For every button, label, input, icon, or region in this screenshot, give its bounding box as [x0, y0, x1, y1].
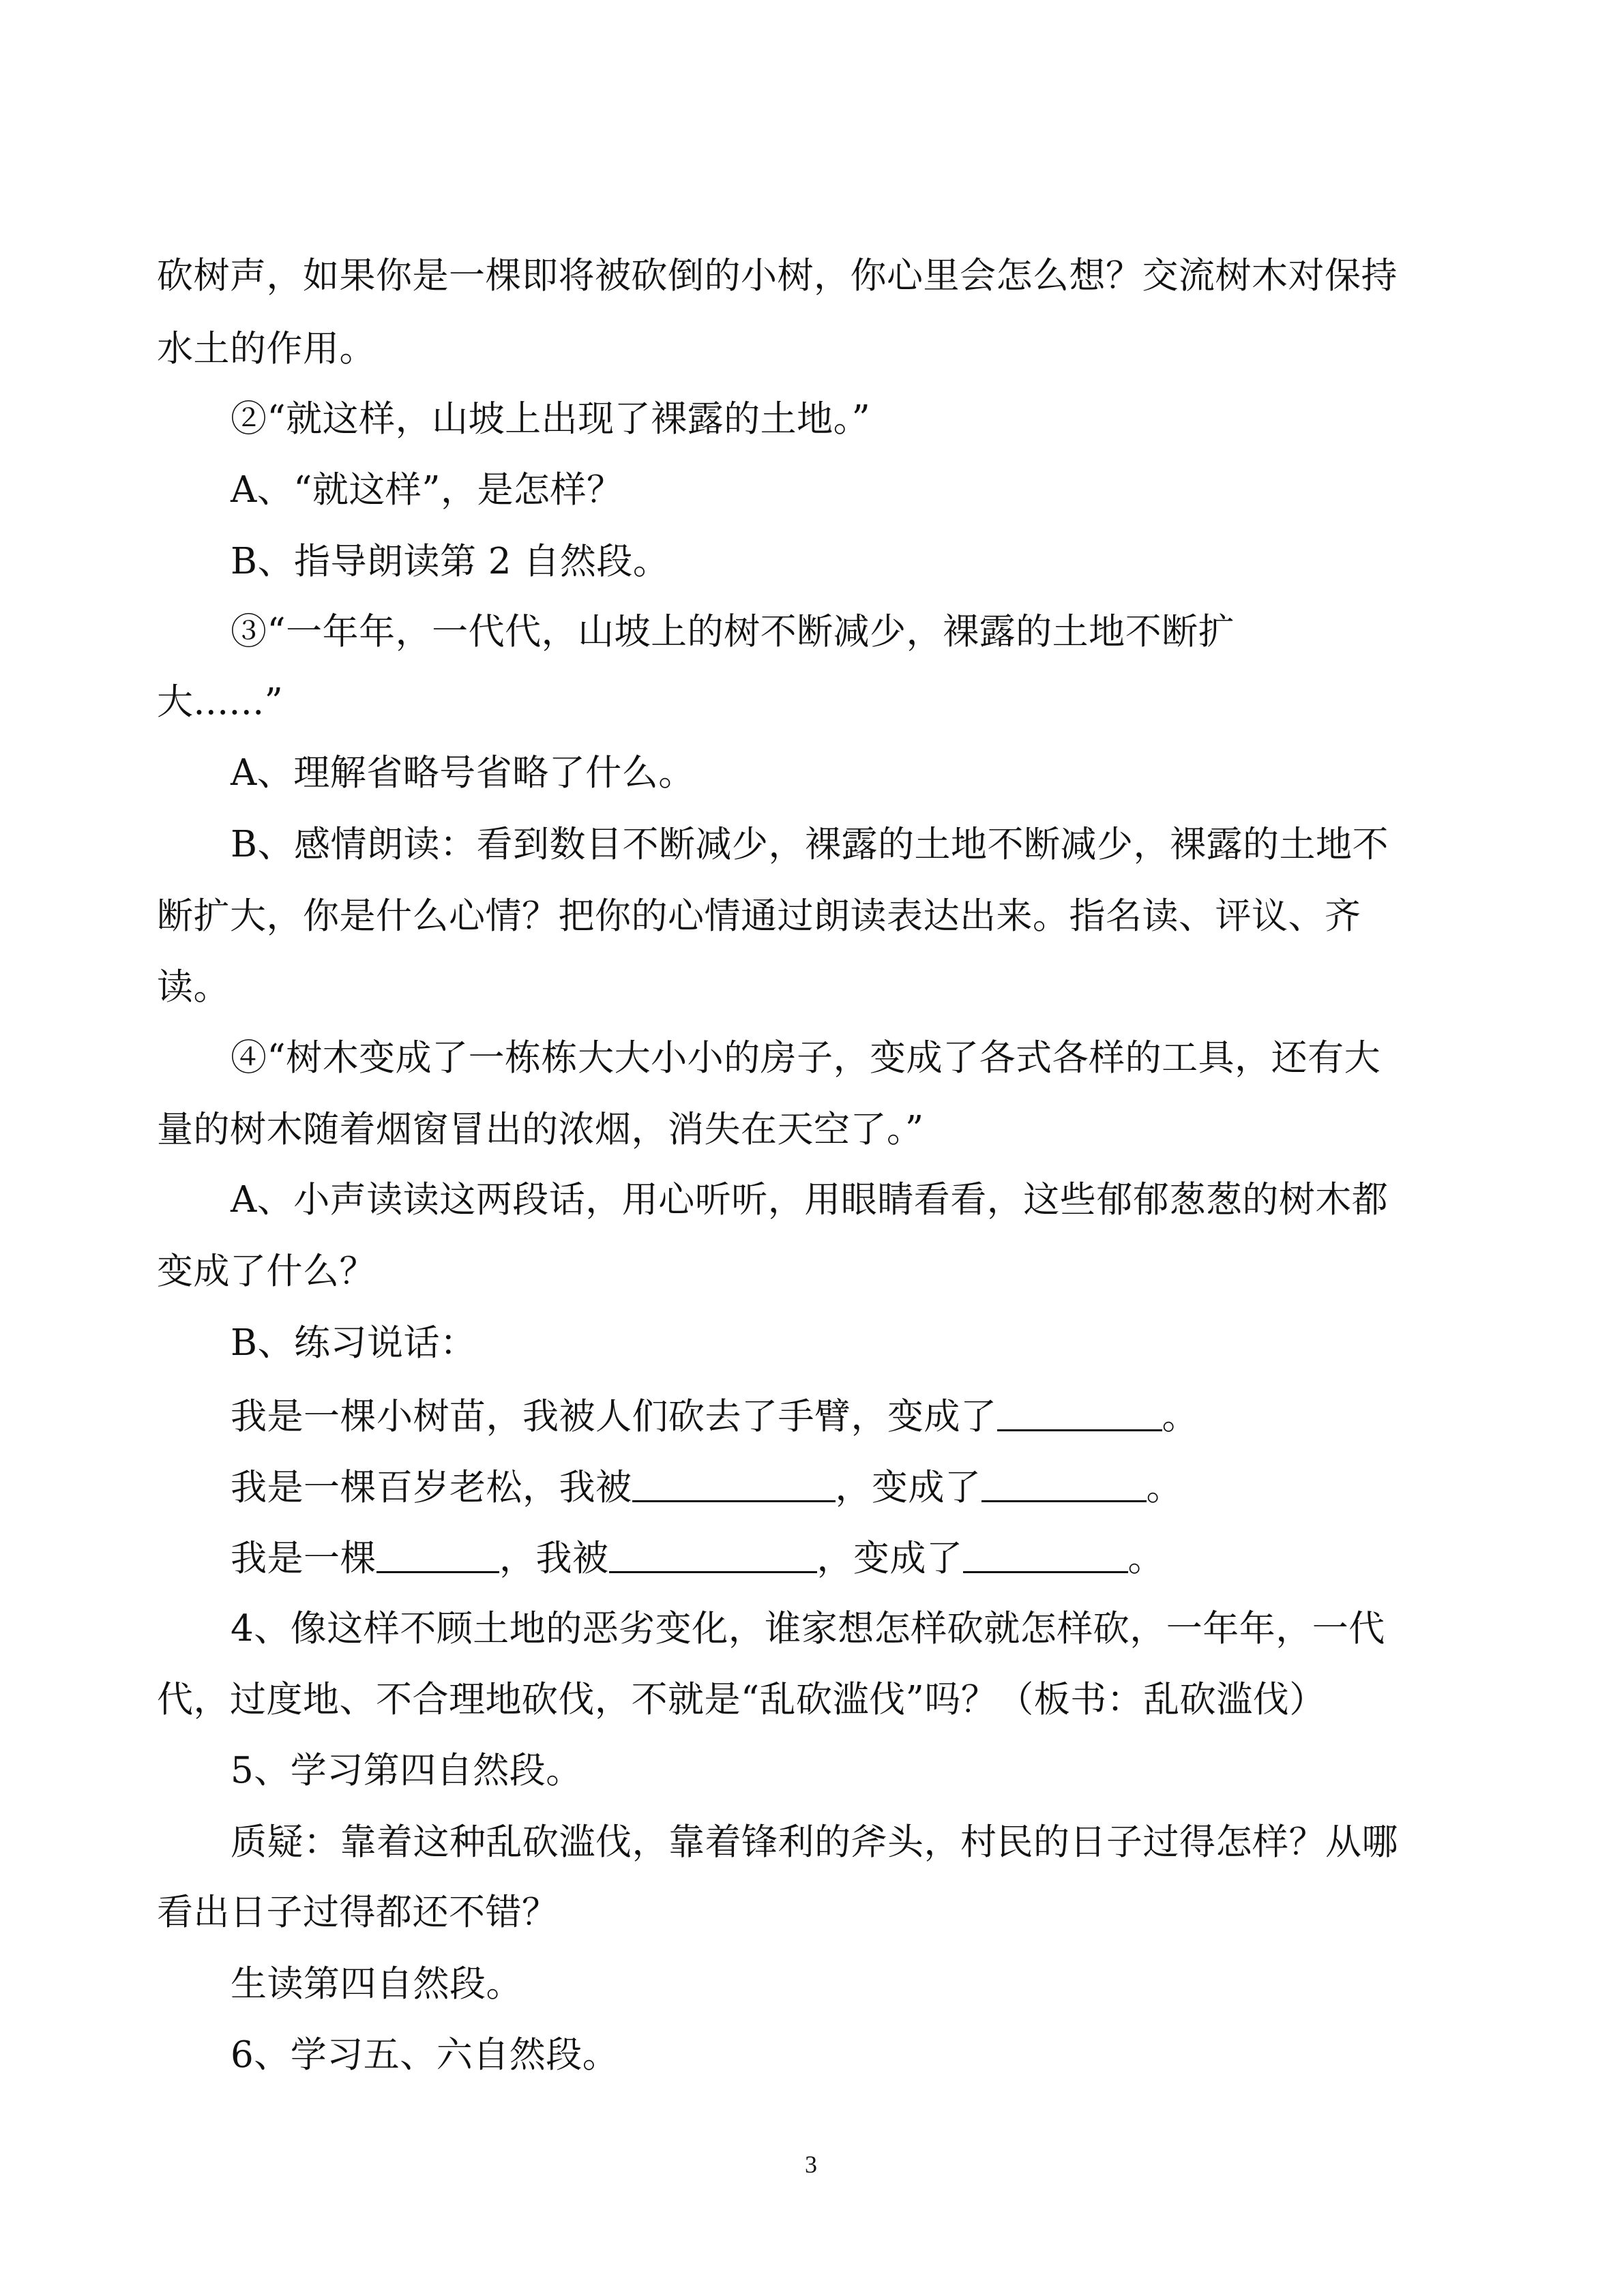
- fill-in-sentence: [231, 1538, 1164, 1577]
- sentence-text: ，变成了: [835, 1467, 981, 1508]
- answer-blank[interactable]: [997, 1397, 1162, 1431]
- text-line: 断扩大，你是什么心情？把你的心情通过朗读表达出来。指名读、评议、齐: [157, 895, 1361, 937]
- fill-in-sentence: [231, 1397, 1198, 1435]
- sentence-text: 。: [1162, 1396, 1198, 1437]
- fill-in-sentence: [231, 1467, 1183, 1506]
- text-line: 代，过度地、不合理地砍伐，不就是“乱砍滥伐”吗？（板书：乱砍滥伐）: [157, 1679, 1326, 1720]
- answer-blank[interactable]: [609, 1538, 817, 1573]
- text-line: 量的树木随着烟窗冒出的浓烟，消失在天空了。”: [157, 1109, 924, 1150]
- text-line: 看出日子过得都还不错？: [157, 1892, 559, 1933]
- text-line: B、指导朗读第 2 自然段。: [231, 541, 670, 582]
- text-line: 读。: [157, 966, 230, 1008]
- page-number: 3: [805, 2151, 817, 2178]
- text-line: 5、学习第四自然段。: [231, 1750, 582, 1791]
- sentence-text: 我是一棵: [231, 1538, 377, 1579]
- text-line: ②“就这样，山坡上出现了裸露的土地。”: [231, 398, 871, 440]
- sentence-text: ，我被: [499, 1538, 609, 1579]
- answer-blank[interactable]: [632, 1467, 836, 1502]
- text-line: 生读第四自然段。: [231, 1963, 522, 2005]
- text-line: 6、学习五、六自然段。: [231, 2034, 619, 2076]
- text-line: 大......”: [157, 681, 284, 723]
- text-line: A、“就这样”，是怎样？: [231, 469, 623, 511]
- text-line: 变成了什么？: [157, 1251, 376, 1292]
- sentence-text: 。: [1127, 1538, 1164, 1579]
- answer-blank[interactable]: [963, 1538, 1128, 1573]
- text-line: 水土的作用。: [157, 328, 376, 370]
- text-line: B、练习说话：: [231, 1322, 477, 1364]
- answer-blank[interactable]: [377, 1538, 499, 1573]
- sentence-text: ，变成了: [816, 1538, 963, 1579]
- sentence-text: 。: [1146, 1467, 1183, 1508]
- text-line: B、感情朗读：看到数目不断减少，裸露的土地不断减少，裸露的土地不: [231, 824, 1389, 865]
- text-line: 质疑：靠着这种乱砍滥伐，靠着锋利的斧头，村民的日子过得怎样？从哪: [231, 1821, 1398, 1863]
- text-line: A、小声读读这两段话，用心听听，用眼睛看看，这些郁郁葱葱的树木都: [231, 1179, 1389, 1221]
- text-line: 4、像这样不顾土地的恶劣变化，谁家想怎样砍就怎样砍，一年年，一代: [231, 1608, 1385, 1650]
- answer-blank[interactable]: [981, 1467, 1147, 1502]
- text-line: A、理解省略号省略了什么。: [231, 752, 695, 794]
- sentence-text: 我是一棵小树苗，我被人们砍去了手臂，变成了: [231, 1396, 997, 1437]
- text-line: ③“一年年，一代代，山坡上的树不断减少，裸露的土地不断扩: [231, 611, 1235, 653]
- sentence-text: 我是一棵百岁老松，我被: [231, 1467, 632, 1508]
- text-line: 砍树声，如果你是一棵即将被砍倒的小树，你心里会怎么想？交流树木对保持: [157, 255, 1398, 297]
- text-line: ④“树木变成了一栋栋大大小小的房子，变成了各式各样的工具，还有大: [231, 1037, 1381, 1079]
